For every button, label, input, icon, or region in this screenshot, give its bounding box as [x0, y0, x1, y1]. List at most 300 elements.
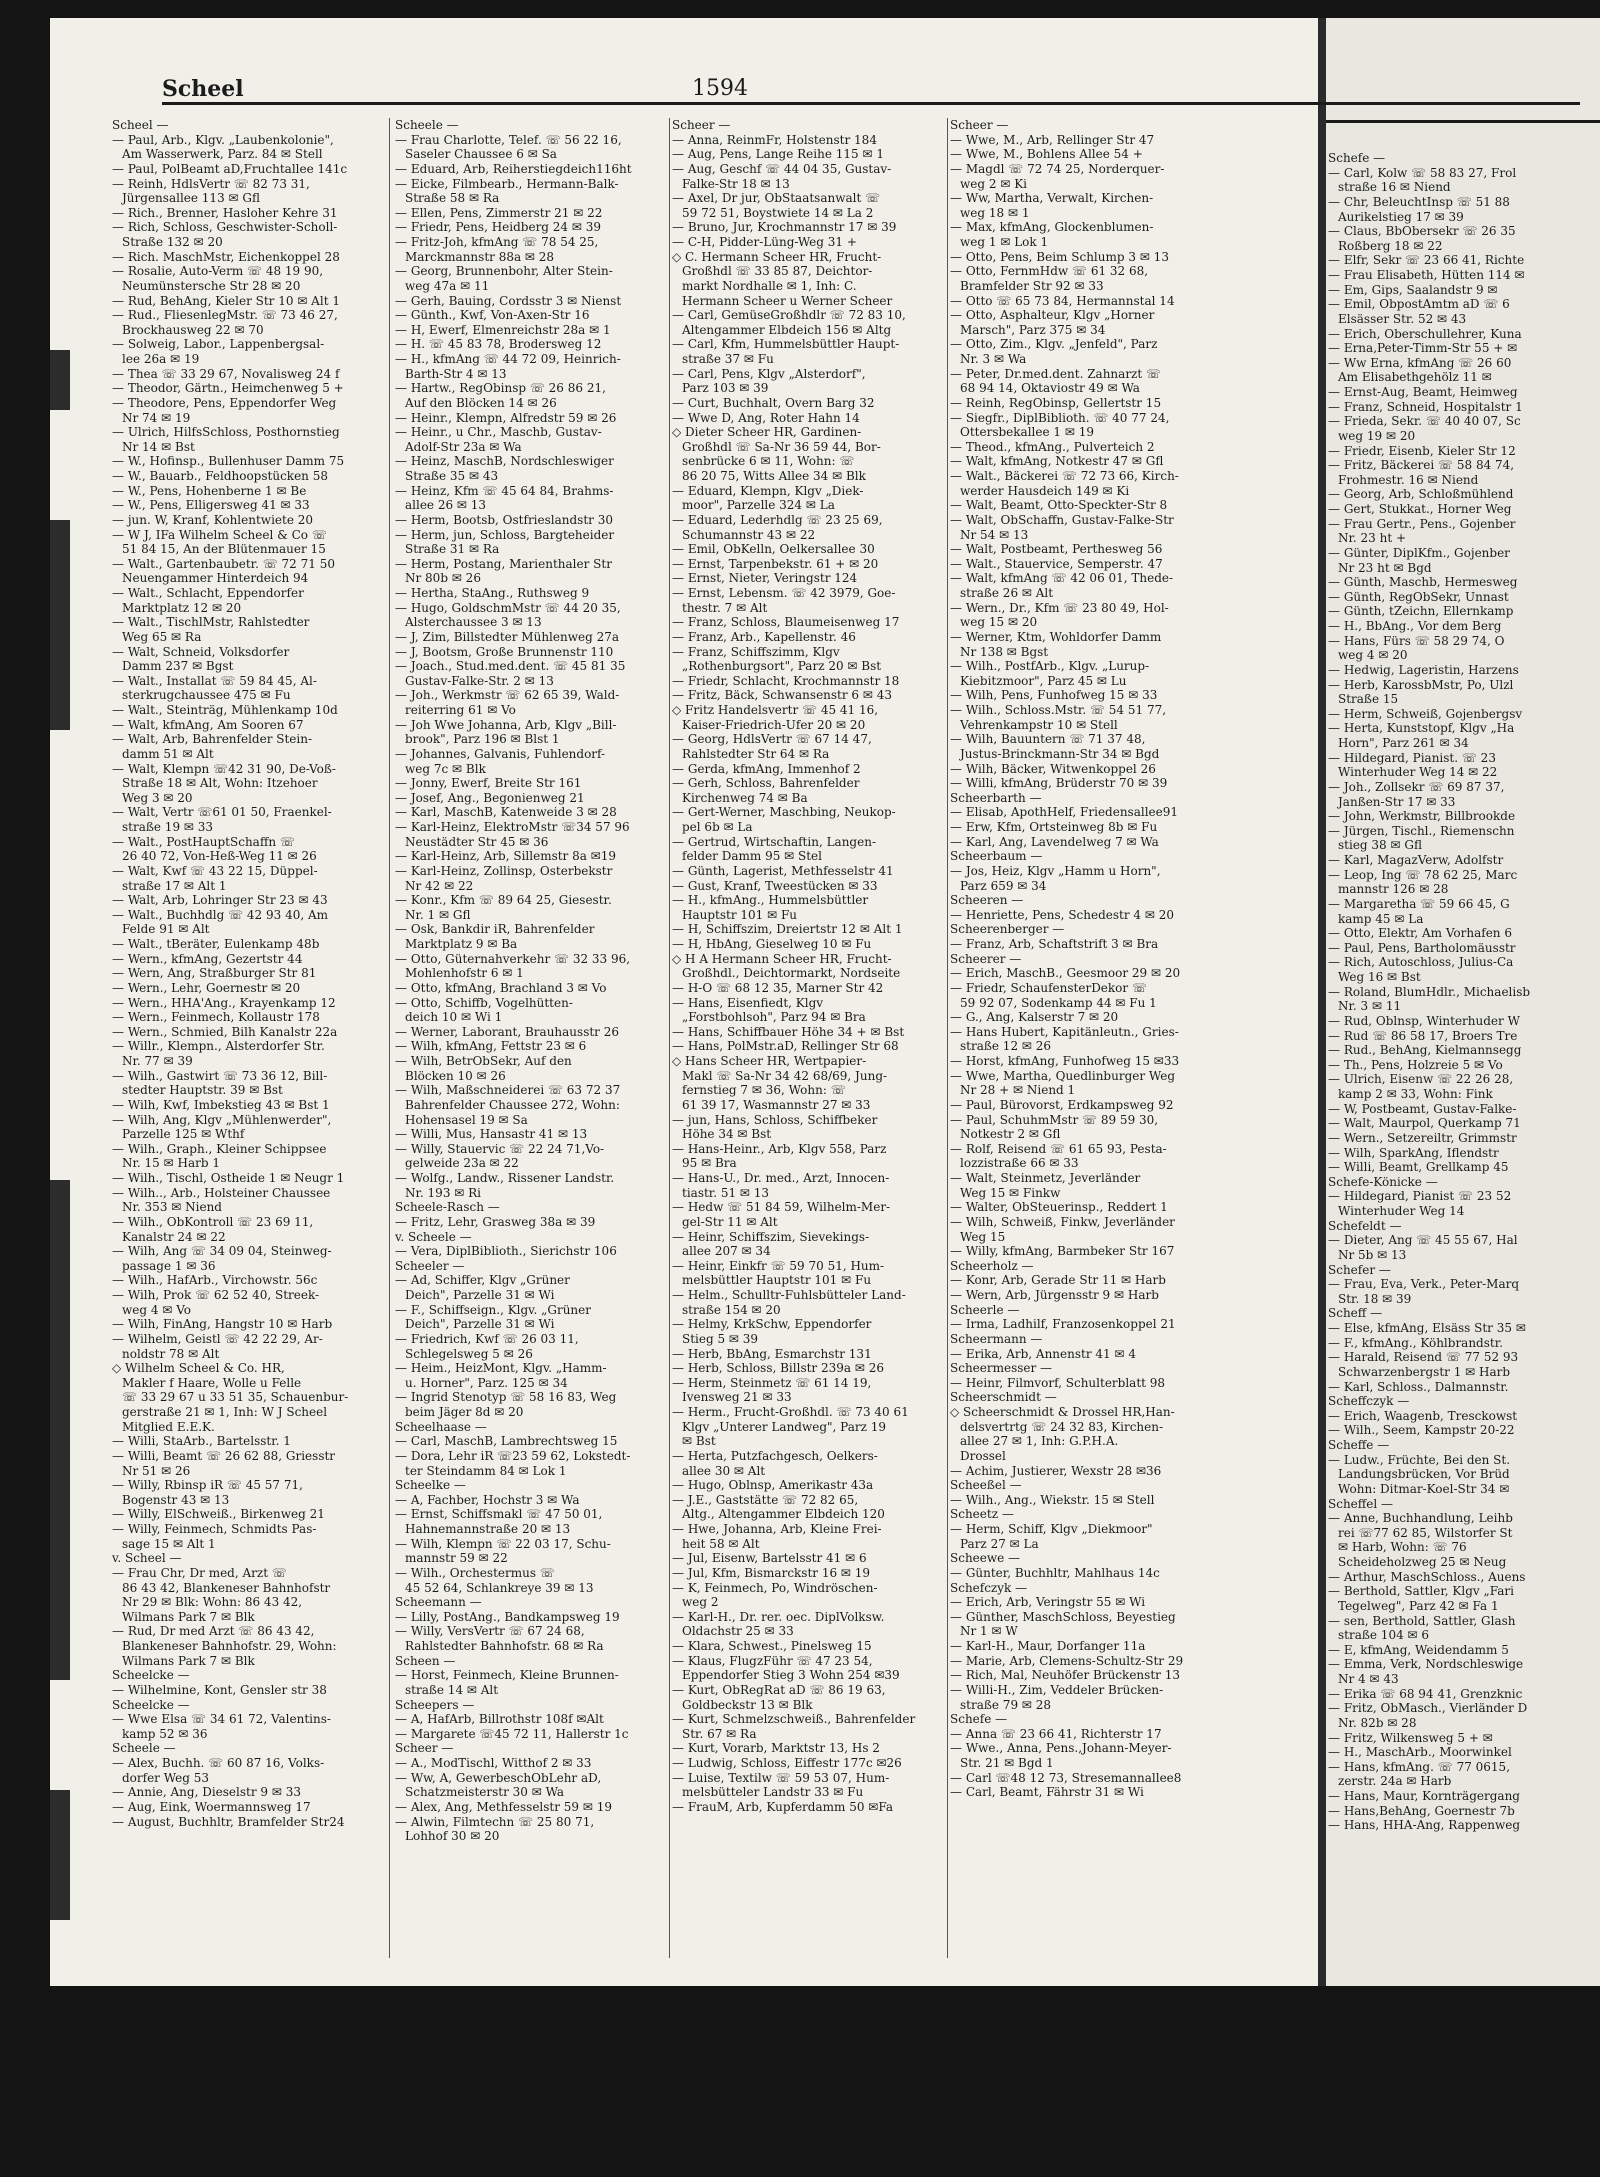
entry-line: — Margaretha ☏ 59 66 45, G	[1328, 896, 1510, 911]
entry-line: — Walt, kfmAng, Notkestr 47 ✉ Gfl	[950, 454, 1164, 469]
entry-line: Auf den Blöcken 14 ✉ 26	[405, 395, 557, 410]
entry-line: Winterhuder Weg 14	[1338, 1204, 1465, 1218]
entry-line: — Walter, ObSteuerinsp., Reddert 1	[950, 1200, 1168, 1215]
entry-line: — Wilh., Schloss.Mstr. ☏ 54 51 77,	[950, 703, 1167, 717]
entry-line: ✉ Bst	[682, 1434, 716, 1449]
entry-line: — Hans,BehAng, Goernestr 7b	[1328, 1803, 1515, 1818]
entry-line: melsbüttler Hauptstr 101 ✉ Fu	[682, 1273, 872, 1288]
entry-line: Makler f Haare, Wolle u Felle	[122, 1375, 302, 1390]
entry-line: — Karl, Schloss., Dalmannstr.	[1328, 1379, 1509, 1394]
entry-line: — Frau Chr, Dr med, Arzt ☏	[112, 1565, 287, 1580]
entry-line: — Wilh., Tischl, Ostheide 1 ✉ Neugr 1	[112, 1171, 345, 1185]
entry-line: weg 15 ✉ 20	[960, 615, 1038, 630]
entry-line: — Ernst, Nieter, Veringstr 124	[672, 571, 858, 586]
entry-line: — Frieda, Sekr. ☏ 40 40 07, Sc	[1328, 414, 1521, 429]
entry-line: — Franz, Schneid, Hospitalstr 1	[1328, 399, 1523, 414]
entry-line: werder Hausdeich 149 ✉ Ki	[960, 483, 1130, 498]
entry-line: — Hertha, StaAng., Ruthsweg 9	[395, 586, 590, 600]
entry-line: — Werner, Ktm, Wohldorfer Damm	[950, 629, 1162, 644]
directory-column-2	[395, 118, 667, 1958]
entry-line: weg 7c ✉ Blk	[405, 761, 486, 776]
entry-line: 61 39 17, Wasmannstr 27 ✉ 33	[682, 1097, 871, 1112]
entry-line: — Ingrid Stenotyp ☏ 58 16 83, Weg	[395, 1390, 617, 1405]
entry-line: — Anna ☏ 23 66 41, Richterstr 17	[950, 1726, 1162, 1741]
entry-line: — Erich, Arb, Veringstr 55 ✉ Wi	[950, 1595, 1146, 1610]
entry-line: — Wilh, Maßschneiderei ☏ 63 72 37	[395, 1083, 621, 1098]
entry-line: — J, Bootsm, Große Brunnenstr 110	[395, 644, 614, 659]
entry-line: — Jonny, Ewerf, Breite Str 161	[395, 776, 582, 791]
entry-line: — Bruno, Jur, Krochmannstr 17 ✉ 39	[672, 220, 897, 235]
entry-line: Straße 31 ✉ Ra	[405, 542, 500, 557]
entry-line: Nr 138 ✉ Bgst	[960, 644, 1049, 659]
entry-line: felder Damm 95 ✉ Stel	[682, 849, 822, 864]
entry-line: — Heinr, Einkfr ☏ 59 70 51, Hum-	[672, 1258, 885, 1273]
entry-line: — Herta, Kunststopf, Klgv „Ha	[1328, 721, 1515, 736]
entry-line: Scheer —	[950, 118, 1009, 132]
entry-line: — Georg, HdlsVertr ☏ 67 14 47,	[672, 732, 872, 747]
entry-line: u. Horner", Parz. 125 ✉ 34	[405, 1375, 568, 1390]
entry-line: — Heinr., Klempn, Alfredstr 59 ✉ 26	[395, 410, 617, 425]
entry-line: — Werner, Laborant, Brauhausstr 26	[395, 1024, 619, 1039]
entry-line: Nr 51 ✉ 26	[122, 1463, 191, 1478]
entry-line: Scheetz —	[950, 1507, 1014, 1522]
entry-line: noldstr 78 ✉ Alt	[122, 1346, 220, 1361]
entry-line: — Otto, Pens, Beim Schlump 3 ✉ 13	[950, 249, 1169, 264]
entry-line: — Paul, Pens, Bartholomäusstr	[1328, 940, 1516, 955]
entry-line: — Herb, BbAng, Esmarchstr 131	[672, 1346, 872, 1361]
entry-line: Kiebitzmoor", Parz 45 ✉ Lu	[960, 673, 1127, 688]
entry-line: — Elisab, ApothHelf, Friedensallee91	[950, 805, 1179, 820]
entry-line: Horn", Parz 261 ✉ 34	[1338, 736, 1469, 750]
entry-line: — Jos, Heiz, Klgv „Hamm u Horn",	[950, 863, 1161, 878]
entry-line: — Wwe Elsa ☏ 34 61 72, Valentins-	[112, 1712, 331, 1727]
entry-line: Schumannstr 43 ✉ 22	[682, 527, 816, 542]
entry-line: — Helm., Schulltr-Fuhlsbütteler Land-	[672, 1288, 906, 1302]
entry-line: — Hugo, GoldschmMstr ☏ 44 20 35,	[395, 600, 621, 615]
entry-line: Nr. 15 ✉ Harb 1	[122, 1156, 220, 1171]
entry-line: ✉ Harb, Wohn: ☏ 76	[1338, 1540, 1467, 1555]
entry-line: Scheelcke —	[112, 1668, 190, 1683]
entry-line: — Emil, ObpostAmtm aD ☏ 6	[1328, 297, 1510, 312]
entry-line: — Wilh, Bäcker, Witwenkoppel 26	[950, 761, 1156, 776]
entry-line: — Wilh, Ang ☏ 34 09 04, Steinweg-	[112, 1244, 332, 1259]
entry-line: ◇ C. Hermann Scheer HR, Frucht-	[672, 249, 882, 264]
entry-line: — Wilh, FinAng, Hangstr 10 ✉ Harb	[112, 1317, 333, 1332]
entry-line: — Frau Charlotte, Telef. ☏ 56 22 16,	[395, 132, 622, 147]
entry-line: — A, HafArb, Billrothstr 108f ✉Alt	[395, 1712, 604, 1727]
entry-line: — Frau, Eva, Verk., Peter-Marq	[1328, 1277, 1520, 1292]
entry-line: Falke-Str 18 ✉ 13	[682, 176, 790, 191]
entry-line: — Herm, Bootsb, Ostfrieslandstr 30	[395, 512, 613, 527]
entry-line: Stieg 5 ✉ 39	[682, 1331, 759, 1346]
entry-line: — Berthold, Sattler, Klgv „Fari	[1328, 1584, 1514, 1599]
entry-line: Schlegelsweg 5 ✉ 26	[405, 1346, 533, 1361]
entry-line: — Ernst, Lebensm. ☏ 42 3979, Goe-	[672, 586, 896, 600]
entry-line: Nr 28 + ✉ Niend 1	[960, 1083, 1076, 1098]
entry-line: — Walt., Gartenbaubetr. ☏ 72 71 50	[112, 556, 335, 571]
entry-line: Schefe —	[1328, 151, 1386, 165]
entry-line: Nr. 353 ✉ Niend	[122, 1200, 222, 1215]
entry-line: Weg 16 ✉ Bst	[1338, 970, 1421, 984]
entry-line: Scheelhaase —	[395, 1419, 487, 1434]
entry-line: Scheffczyk —	[1328, 1394, 1410, 1409]
entry-line: — Henriette, Pens, Schedestr 4 ✉ 20	[950, 907, 1174, 922]
entry-line: Str. 67 ✉ Ra	[682, 1726, 757, 1741]
entry-line: — Konr., Kfm ☏ 89 64 25, Giesestr.	[395, 893, 612, 908]
entry-line: — Th., Pens, Holzreie 5 ✉ Vo	[1328, 1057, 1503, 1072]
entry-line: — Paul, SchuhmMstr ☏ 89 59 30,	[950, 1112, 1159, 1127]
entry-line: straße 17 ✉ Alt 1	[122, 878, 227, 893]
entry-line: Scheerenberger —	[950, 922, 1065, 937]
entry-line: Scheerholz —	[950, 1258, 1034, 1273]
entry-line: sterkrugchaussee 475 ✉ Fu	[122, 688, 291, 703]
entry-line: — Harald, Reisend ☏ 77 52 93	[1328, 1350, 1519, 1365]
entry-line: Wilmans Park 7 ✉ Blk	[122, 1609, 255, 1624]
entry-line: — Chr, BeleuchtInsp ☏ 51 88	[1328, 194, 1510, 209]
entry-line: — Gertrud, Wirtschaftin, Langen-	[672, 834, 876, 849]
entry-line: Nr 42 ✉ 22	[405, 878, 474, 893]
entry-line: — W, Postbeamt, Gustav-Falke-	[1328, 1101, 1517, 1116]
entry-line: — H, Schiffszim, Dreiertstr 12 ✉ Alt 1	[672, 922, 903, 937]
entry-line: — Rud., BehAng, Kielmannsegg	[1328, 1043, 1522, 1058]
entry-line: Neumünstersche Str 28 ✉ 20	[122, 278, 301, 293]
entry-line: — Herm, Steinmetz ☏ 61 14 19,	[672, 1375, 872, 1390]
entry-line: moor", Parzelle 324 ✉ La	[682, 498, 835, 513]
entry-line: — Wilh, SparkAng, Iflendstr	[1328, 1145, 1499, 1160]
entry-line: — Rud, Oblnsp, Winterhuder W	[1328, 1013, 1520, 1028]
entry-line: — Herb, Schloss, Billstr 239a ✉ 26	[672, 1361, 884, 1376]
entry-line: Goldbeckstr 13 ✉ Blk	[682, 1697, 813, 1712]
entry-line: — Frau Elisabeth, Hütten 114 ✉	[1328, 268, 1525, 282]
entry-line: — Irma, Ladhilf, Franzosenkoppel 21	[950, 1317, 1176, 1332]
entry-line: — Willy, kfmAng, Barmbeker Str 167	[950, 1244, 1175, 1259]
entry-line: Landungsbrücken, Vor Brüd	[1338, 1467, 1510, 1482]
entry-line: Scheer —	[395, 1741, 454, 1756]
entry-line: — Georg, Brunnenbohr, Alter Stein-	[395, 264, 613, 279]
entry-line: 26 40 72, Von-Heß-Weg 11 ✉ 26	[122, 849, 317, 864]
entry-line: Notkestr 2 ✉ Gfl	[960, 1127, 1061, 1142]
entry-line: — Herm, Postang, Marienthaler Str	[395, 556, 612, 571]
entry-line: zerstr. 24a ✉ Harb	[1338, 1774, 1452, 1789]
entry-line: — Otto, Zim., Klgv. „Jenfeld", Parz	[950, 337, 1158, 352]
entry-line: Nr 29 ✉ Blk: Wohn: 86 43 42,	[122, 1595, 303, 1610]
entry-line: — Wilh, BetrObSekr, Auf den	[395, 1054, 572, 1068]
entry-line: — Gert-Werner, Maschbing, Neukop-	[672, 805, 896, 820]
entry-line: thestr. 7 ✉ Alt	[682, 600, 768, 615]
entry-line: — Carl, Beamt, Fährstr 31 ✉ Wi	[950, 1785, 1144, 1800]
entry-line: Alsterchaussee 3 ✉ 13	[405, 615, 542, 630]
entry-line: Nr 23 ht ✉ Bgd	[1338, 560, 1432, 575]
entry-line: — Hans, kfmAng. ☏ 77 0615,	[1328, 1759, 1511, 1774]
entry-line: Großhdl., Deichtormarkt, Nordseite	[682, 966, 901, 981]
entry-line: — Carl ☏48 12 73, Stresemannallee8	[950, 1770, 1182, 1785]
entry-line: Nr 14 ✉ Bst	[122, 439, 195, 454]
entry-line: Gustav-Falke-Str. 2 ✉ 13	[405, 673, 554, 688]
entry-line: — E, kfmAng, Weidendamm 5	[1328, 1642, 1509, 1657]
entry-line: — Heinz, Kfm ☏ 45 64 84, Brahms-	[395, 483, 614, 498]
entry-line: — Alex, Ang, Methfesselstr 59 ✉ 19	[395, 1799, 613, 1814]
entry-line: — Margarete ☏45 72 11, Hallerstr 1c	[395, 1726, 629, 1741]
entry-line: — Otto ☏ 65 73 84, Hermannstal 14	[950, 293, 1175, 308]
entry-line: ◇ Scheerschmidt & Drossel HR,Han-	[950, 1405, 1175, 1419]
entry-line: — H, HbAng, Gieselweg 10 ✉ Fu	[672, 937, 872, 951]
entry-line: Schefer —	[1328, 1262, 1391, 1277]
entry-line: Scheermesser —	[950, 1361, 1053, 1376]
entry-line: — Walt, Arb, Lohringer Str 23 ✉ 43	[112, 893, 328, 908]
entry-line: mannstr 126 ✉ 28	[1338, 882, 1449, 897]
entry-line: gel-Str 11 ✉ Alt	[682, 1214, 778, 1229]
entry-line: — Osk, Bankdir iR, Bahrenfelder	[395, 922, 595, 937]
entry-line: weg 1 ✉ Lok 1	[960, 235, 1049, 249]
entry-line: gerstraße 21 ✉ 1, Inh: W J Scheel	[122, 1405, 328, 1419]
entry-line: weg 18 ✉ 1	[960, 205, 1030, 220]
entry-line: Ottersbekallee 1 ✉ 19	[960, 425, 1094, 440]
entry-line: Scheeren —	[950, 893, 1024, 908]
entry-line: kamp 2 ✉ 33, Wohn: Fink	[1338, 1087, 1493, 1101]
entry-line: — jun, Hans, Schloss, Schiffbeker	[672, 1112, 878, 1127]
entry-line: ◇ Fritz Handelsvertr ☏ 45 41 16,	[672, 703, 879, 717]
entry-line: Rahlstedter Bahnhofstr. 68 ✉ Ra	[405, 1639, 604, 1653]
entry-line: beim Jäger 8d ✉ 20	[405, 1405, 524, 1419]
entry-line: — Joh., Zollsekr ☏ 69 87 37,	[1328, 779, 1505, 794]
entry-line: — Aug, Eink, Woermannsweg 17	[112, 1799, 311, 1814]
entry-line: — Wern, Ang, Straßburger Str 81	[112, 966, 317, 981]
entry-line: Marsch", Parz 375 ✉ 34	[960, 322, 1106, 337]
entry-line: — C-H, Pidder-Lüng-Weg 31 +	[672, 235, 857, 249]
entry-line: Straße 132 ✉ 20	[122, 235, 223, 249]
entry-line: — Hans, Maur, Kornträgergang	[1328, 1789, 1520, 1803]
entry-line: Nr. 3 ✉ Wa	[960, 352, 1027, 366]
entry-line: ter Steindamm 84 ✉ Lok 1	[405, 1463, 567, 1478]
entry-line: — Fritz, Bäckerei ☏ 58 84 74,	[1328, 458, 1515, 473]
entry-line: — Hugo, Oblnsp, Amerikastr 43a	[672, 1478, 874, 1493]
entry-line: straße 14 ✉ Alt	[405, 1682, 499, 1697]
entry-line: Scheermann —	[950, 1331, 1043, 1346]
entry-line: Blankeneser Bahnhofstr. 29, Wohn:	[122, 1639, 337, 1653]
directory-column-4	[950, 118, 1226, 1958]
entry-line: — Erich, Oberschullehrer, Kuna	[1328, 326, 1522, 341]
entry-line: — Horst, kfmAng, Funhofweg 15 ✉33	[950, 1054, 1180, 1068]
entry-line: Schefeldt —	[1328, 1218, 1402, 1233]
entry-line: — Willi, StaArb., Bartelsstr. 1	[112, 1434, 291, 1449]
entry-line: — Klaus, FlugzFühr ☏ 47 23 54,	[672, 1653, 873, 1668]
entry-line: — Friedr, Pens, Heidberg 24 ✉ 39	[395, 220, 602, 235]
entry-line: — Fritz, Wilkensweg 5 + ✉	[1328, 1730, 1493, 1745]
entry-line: tiastr. 51 ✉ 13	[682, 1185, 770, 1200]
entry-line: — Axel, Dr jur, ObStaatsanwalt ☏	[672, 191, 881, 206]
entry-line: — Wilh, Bauuntern ☏ 71 37 48,	[950, 732, 1146, 747]
entry-line: — Wilh, Klempn ☏ 22 03 17, Schu-	[395, 1536, 611, 1551]
entry-line: — Wolfg., Landw., Rissener Landstr.	[395, 1171, 615, 1185]
entry-line: — Rich, Autoschloss, Julius-Ca	[1328, 955, 1514, 970]
entry-line: Saseler Chaussee 6 ✉ Sa	[405, 147, 557, 162]
scan-shadow	[50, 1790, 70, 1920]
scan-shadow	[50, 520, 70, 730]
entry-line: Scheerbarth —	[950, 790, 1042, 805]
entry-line: — Willy, VersVertr ☏ 67 24 68,	[395, 1624, 585, 1639]
entry-line: weg 4 ✉ Vo	[122, 1302, 191, 1317]
entry-line: — Ww, A, GewerbeschObLehr aD,	[395, 1770, 602, 1785]
entry-line: — Rud., FliesenlegMstr. ☏ 73 46 27,	[112, 308, 338, 323]
entry-line: Großhdl ☏ 33 85 87, Deichtor-	[682, 264, 873, 279]
entry-line: — Wern., HHA'Ang., Krayenkamp 12	[112, 995, 336, 1010]
entry-line: — Hedwig, Lageristin, Harzens	[1328, 662, 1519, 677]
entry-line: Höhe 34 ✉ Bst	[682, 1127, 772, 1142]
entry-line: Winterhuder Weg 14 ✉ 22	[1338, 765, 1498, 780]
entry-line: brook", Parz 196 ✉ Blst 1	[405, 732, 560, 747]
entry-line: fernstieg 7 ✉ 36, Wohn: ☏	[682, 1083, 846, 1098]
entry-line: — Carl, Kfm, Hummelsbüttler Haupt-	[672, 337, 900, 352]
entry-line: — Erna,Peter-Timm-Str 55 + ✉	[1328, 341, 1518, 356]
entry-line: Scheel —	[112, 118, 169, 132]
entry-line: ◇ Hans Scheer HR, Wertpapier-	[672, 1054, 867, 1068]
entry-line: Kirchenweg 74 ✉ Ba	[682, 790, 808, 805]
entry-line: — Ulrich, HilfsSchloss, Posthornstieg	[112, 425, 340, 440]
entry-line: — H., kfmAng., Hummelsbüttler	[672, 893, 869, 908]
entry-line: Nr. 3 ✉ 11	[1338, 999, 1402, 1014]
book-gutter	[1318, 18, 1326, 1986]
entry-line: Großhdl ☏ Sa-Nr 36 59 44, Bor-	[682, 439, 881, 454]
entry-line: Hermann Scheer u Werner Scheer	[682, 293, 893, 308]
entry-line: weg 2	[682, 1595, 719, 1610]
entry-line: — Rich. MaschMstr, Eichenkoppel 28	[112, 249, 340, 264]
entry-line: — Walt., Stauervice, Semperstr. 47	[950, 556, 1163, 571]
entry-line: Blöcken 10 ✉ 26	[405, 1068, 506, 1083]
entry-line: ◇ H A Hermann Scheer HR, Frucht-	[672, 951, 892, 966]
entry-line: — Karl-Heinz, Arb, Sillemstr 8a ✉19	[395, 849, 617, 864]
entry-line: — Konr, Arb, Gerade Str 11 ✉ Harb	[950, 1273, 1166, 1288]
entry-line: — Paul, Bürovorst, Erdkampsweg 92	[950, 1097, 1174, 1112]
entry-line: gelweide 23a ✉ 22	[405, 1156, 519, 1171]
entry-line: senbrücke 6 ✉ 11, Wohn: ☏	[682, 454, 855, 469]
entry-line: — Dieter, Ang ☏ 45 55 67, Hal	[1328, 1233, 1518, 1248]
entry-line: Kanalstr 24 ✉ 22	[122, 1229, 226, 1244]
adjacent-page-column	[1328, 151, 1596, 1961]
entry-line: — Erw, Kfm, Ortsteinweg 8b ✉ Fu	[950, 820, 1158, 834]
entry-line: Am Elisabethgehölz 11 ✉	[1338, 370, 1492, 385]
entry-line: Weg 65 ✉ Ra	[122, 629, 202, 644]
entry-line: pel 6b ✉ La	[682, 820, 753, 834]
entry-line: — Wilhelmine, Kont, Gensler str 38	[112, 1682, 327, 1697]
entry-line: — Rich., Brenner, Hasloher Kehre 31	[112, 205, 338, 220]
entry-line: — Willy, ElSchweiß., Birkenweg 21	[112, 1507, 325, 1522]
entry-line: Scheerer —	[950, 951, 1022, 966]
entry-line: — Günter, DiplKfm., Gojenber	[1328, 545, 1510, 560]
entry-line: Scheelke —	[395, 1478, 466, 1493]
entry-line: — Wwe, M., Bohlens Allee 54 +	[950, 147, 1143, 162]
entry-line: — Luise, Textilw ☏ 59 53 07, Hum-	[672, 1770, 890, 1785]
entry-line: — Wern, Arb, Jürgensstr 9 ✉ Harb	[950, 1288, 1159, 1302]
entry-line: — Emil, ObKelln, Oelkersallee 30	[672, 542, 875, 557]
entry-line: allee 27 ✉ 1, Inh: G.P.H.A.	[960, 1434, 1119, 1449]
entry-line: v. Scheel —	[112, 1551, 182, 1566]
entry-line: 59 92 07, Sodenkamp 44 ✉ Fu 1	[960, 995, 1157, 1010]
entry-line: 95 ✉ Bra	[682, 1156, 737, 1171]
directory-column-1	[112, 118, 382, 1958]
entry-line: Elsässer Str. 52 ✉ 43	[1338, 311, 1467, 326]
entry-line: — Frau Gertr., Pens., Gojenber	[1328, 516, 1516, 531]
entry-line: — Wilh., Orchestermus ☏	[395, 1565, 555, 1580]
entry-line: — Wilh., HafArb., Virchowstr. 56c	[112, 1273, 318, 1288]
entry-line: deich 10 ✉ Wi 1	[405, 1010, 503, 1025]
entry-line: Nr. 23 ht +	[1338, 531, 1407, 546]
entry-line: — Ernst, Schiffsmakl ☏ 47 50 01,	[395, 1507, 603, 1522]
entry-line: Rahlstedter Str 64 ✉ Ra	[682, 746, 830, 761]
entry-line: — Wilhelm, Geistl ☏ 42 22 29, Ar-	[112, 1331, 323, 1346]
entry-line: Nr. 82b ✉ 28	[1338, 1715, 1417, 1730]
entry-line: — John, Werkmstr, Billbrookde	[1328, 809, 1516, 824]
entry-line: weg 4 ✉ 20	[1338, 648, 1408, 663]
entry-line: sage 15 ✉ Alt 1	[122, 1536, 216, 1551]
entry-line: ◇ Dieter Scheer HR, Gardinen-	[672, 425, 862, 440]
entry-line: — Siegfr., DiplBiblioth. ☏ 40 77 24,	[950, 410, 1170, 425]
entry-line: — Rosalie, Auto-Verm ☏ 48 19 90,	[112, 264, 324, 279]
entry-line: — H. ☏ 45 83 78, Brodersweg 12	[395, 337, 602, 352]
scan-shadow	[50, 350, 70, 410]
entry-line: Nr. 1 ✉ Gfl	[405, 907, 471, 922]
entry-line: — H-O ☏ 68 12 35, Marner Str 42	[672, 980, 884, 995]
entry-line: — Walt, Beamt, Otto-Speckter-Str 8	[950, 498, 1168, 513]
entry-line: — Walt., tBeräter, Eulenkamp 48b	[112, 937, 320, 951]
entry-line: — Heinr., u Chr., Maschb, Gustav-	[395, 425, 602, 440]
entry-line: Straße 18 ✉ Alt, Wohn: Itzehoer	[122, 776, 318, 791]
entry-line: — W J, IFa Wilhelm Scheel & Co ☏	[112, 527, 327, 542]
entry-line: — Wilh., ObKontroll ☏ 23 69 11,	[112, 1214, 314, 1229]
entry-line: — Herm., Frucht-Großhdl. ☏ 73 40 61	[672, 1405, 909, 1419]
entry-line: — Friedr, Schlacht, Krochmannstr 18	[672, 673, 900, 688]
entry-line: ☏ 33 29 67 u 33 51 35, Schauenbur-	[122, 1390, 349, 1405]
entry-line: Nr 1 ✉ W	[960, 1624, 1018, 1639]
entry-line: — Vera, DiplBiblioth., Sierichstr 106	[395, 1244, 617, 1259]
entry-line: weg 2 ✉ Ki	[960, 176, 1027, 191]
entry-line: „Rothenburgsort", Parz 20 ✉ Bst	[682, 659, 882, 674]
entry-line: — Jul, Eisenw, Bartelsstr 41 ✉ 6	[672, 1551, 867, 1566]
entry-line: Scheewe —	[950, 1551, 1021, 1566]
entry-line: Schatzmeisterstr 30 ✉ Wa	[405, 1785, 565, 1800]
entry-line: Mohlenhofstr 6 ✉ 1	[405, 966, 524, 981]
entry-line: rei ☏77 62 85, Wilstorfer St	[1338, 1525, 1513, 1540]
entry-line: Scheen —	[395, 1653, 456, 1668]
entry-line: — Peter, Dr.med.dent. Zahnarzt ☏	[950, 366, 1162, 381]
entry-line: — Wilh., Graph., Kleiner Schippsee	[112, 1141, 327, 1156]
entry-line: — Karl-H., Dr. rer. oec. DiplVolksw.	[672, 1609, 885, 1624]
entry-line: — Karl, Ang, Lavendelweg 7 ✉ Wa	[950, 834, 1159, 849]
entry-line: — Reinh, RegObinsp, Gellertstr 15	[950, 395, 1162, 410]
entry-line: Scheffel —	[1328, 1496, 1394, 1511]
entry-line: Schefczyk —	[950, 1580, 1028, 1595]
header-rule	[162, 102, 1580, 105]
entry-line: Scheelcke —	[112, 1697, 190, 1712]
entry-line: — Walt, Steinmetz, Jeverländer	[950, 1171, 1141, 1185]
entry-line: Parz 103 ✉ 39	[682, 381, 769, 396]
entry-line: — Wwe., Anna, Pens.,Johann-Meyer-	[950, 1741, 1172, 1756]
entry-line: Kaiser-Friedrich-Ufer 20 ✉ 20	[682, 717, 866, 732]
entry-line: — Franz, Schloss, Blaumeisenweg 17	[672, 615, 900, 630]
entry-line: Scheele —	[395, 118, 459, 132]
entry-line: passage 1 ✉ 36	[122, 1258, 216, 1273]
entry-line: — Ludw., Früchte, Bei den St.	[1328, 1452, 1511, 1467]
entry-line: — Magdl ☏ 72 74 25, Norderquer-	[950, 161, 1165, 176]
entry-line: — Marie, Arb, Clemens-Schultz-Str 29	[950, 1653, 1184, 1668]
entry-line: — Dora, Lehr iR ☏23 59 62, Lokstedt-	[395, 1448, 631, 1463]
entry-line: mannstr 59 ✉ 22	[405, 1551, 508, 1566]
entry-line: — Alex, Buchh. ☏ 60 87 16, Volks-	[112, 1756, 325, 1770]
entry-line: Aurikelstieg 17 ✉ 39	[1338, 209, 1464, 224]
entry-line: — Günther, MaschSchloss, Beyestieg	[950, 1609, 1176, 1624]
entry-line: Schefe-Könicke —	[1328, 1174, 1438, 1189]
entry-line: Klgv „Unterer Landweg", Parz 19	[682, 1419, 887, 1434]
entry-line: — Franz, Arb., Kapellenstr. 46	[672, 629, 856, 644]
